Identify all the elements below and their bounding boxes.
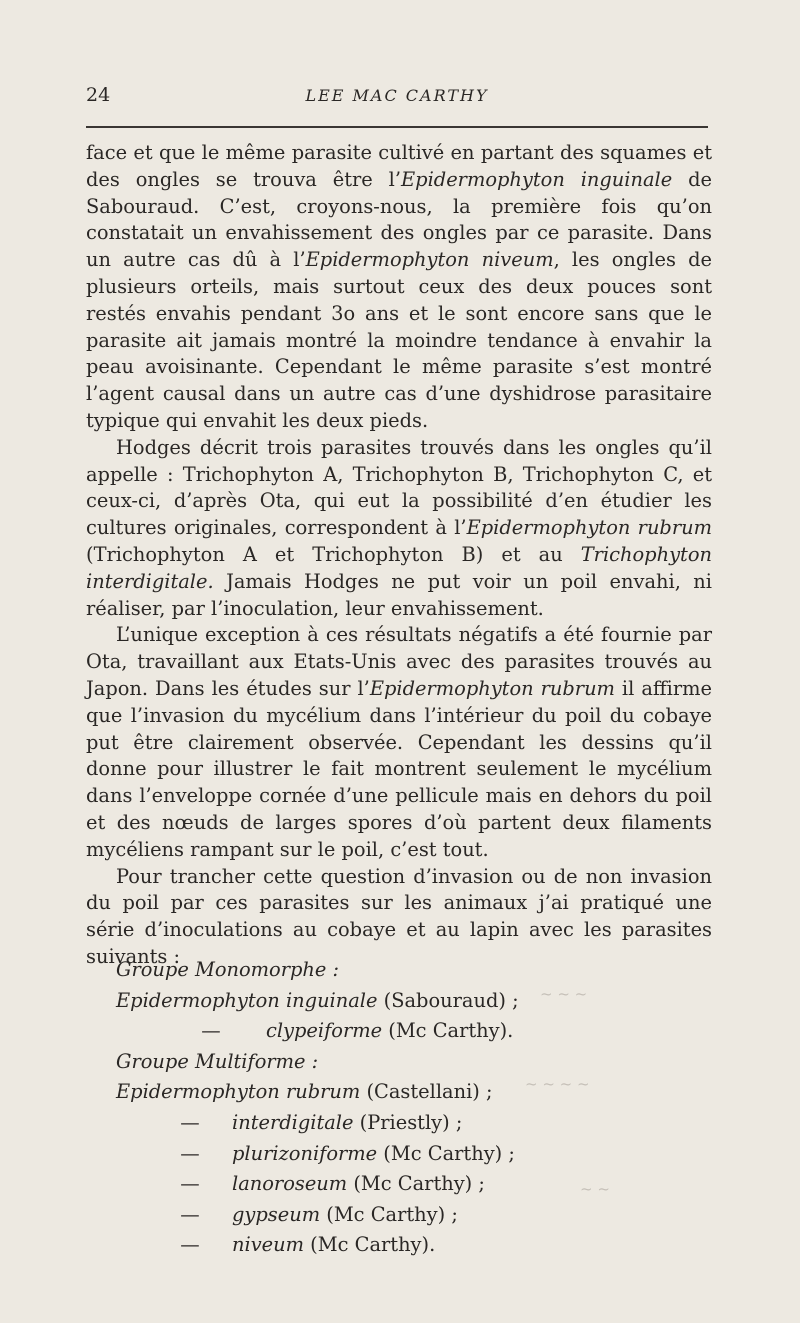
header-rule — [86, 126, 708, 128]
pencil-annotation: ~ ~ — [580, 1180, 610, 1198]
list-item: — niveum (Mc Carthy). — [180, 1233, 436, 1257]
paragraph-1: face et que le même parasite cultivé en partant des squames et des ongles se trouva être l’Epidermophyton inguinale de Sabouraud. C’est, croyons-nous, la première fois qu’on constatait un envahissement des ongles par ce parasite. Dans un autre cas dû à l’Epidermophyton niveum, les ongles de plusieurs orteils, mais surtout ceux des deux pouces sont restés envahis pendant 3o ans et le sont encore sans que le parasite ait jamais montré la moindre tendance à envahir la peau avoisinante. Cependant le même parasite s’est montré l’agent causal dans un autre cas d’une dyshidrose parasitaire typique qui envahit les deux pieds. — [86, 141, 712, 432]
list-item: Epidermophyton rubrum (Castellani) ; — [116, 1080, 493, 1104]
group-multiforme-title: Groupe Multiforme : — [116, 1049, 319, 1073]
paragraph-4: Pour trancher cette question d’invasion ou de non invasion du poil par ces parasites sur les animaux j’ai pratiqué une série d’inoculations au cobaye et au lapin avec les parasites suivants : — [86, 864, 712, 968]
paragraph-2: Hodges décrit trois parasites trouvés dans les ongles qu’il appelle : Trichophyton A, Trichophyton B, Trichophyton C, et ceux-ci, d’après Ota, qui eut la possibilité d’en étudier les cultures originales, correspondent à l’Epidermophyton rubrum (Trichophyton A et Trichophyton B) et au Trichophyton interdigitale. Jamais Hodges ne put voir un poil envahi, ni réaliser, par l’inoculation, leur envahissement. — [86, 435, 712, 620]
pencil-annotation: ~ ~ ~ — [540, 985, 588, 1003]
list-item: Epidermophyton inguinale (Sabouraud) ; — [116, 988, 519, 1012]
list-item: — interdigitale (Priestly) ; — [180, 1110, 463, 1134]
parasite-list — [116, 955, 676, 1261]
body-text — [86, 140, 712, 971]
list-item: — lanoroseum (Mc Carthy) ; — [180, 1172, 485, 1196]
pencil-annotation: ~ ~ ~ ~ — [525, 1075, 590, 1093]
list-item: — gypseum (Mc Carthy) ; — [180, 1202, 458, 1226]
group-monomorphe-title: Groupe Monomorphe : — [116, 958, 340, 981]
list-item: — plurizoniforme (Mc Carthy) ; — [180, 1141, 515, 1165]
list-item: — clypeiforme (Mc Carthy). — [201, 1019, 514, 1043]
paragraph-3: L’unique exception à ces résultats négatifs a été fournie par Ota, travaillant aux Etats-Unis avec des parasites trouvés au Japon. Dans les études sur l’Epidermophyton rubrum il affirme que l’invasion du mycélium dans l’intérieur du poil du cobaye put être clairement observée. Cependant les dessins qu’il donne pour illustrer le fait montrent seulement le mycélium dans l’enveloppe cornée d’une pellicule mais en dehors du poil et des nœuds de larges spores d’où partent deux filaments mycéliens rampant sur le poil, c’est tout. — [86, 623, 712, 861]
page-header — [86, 84, 708, 114]
page-number: 24 — [86, 84, 111, 106]
running-title: LEE MAC CARTHY — [305, 86, 489, 105]
